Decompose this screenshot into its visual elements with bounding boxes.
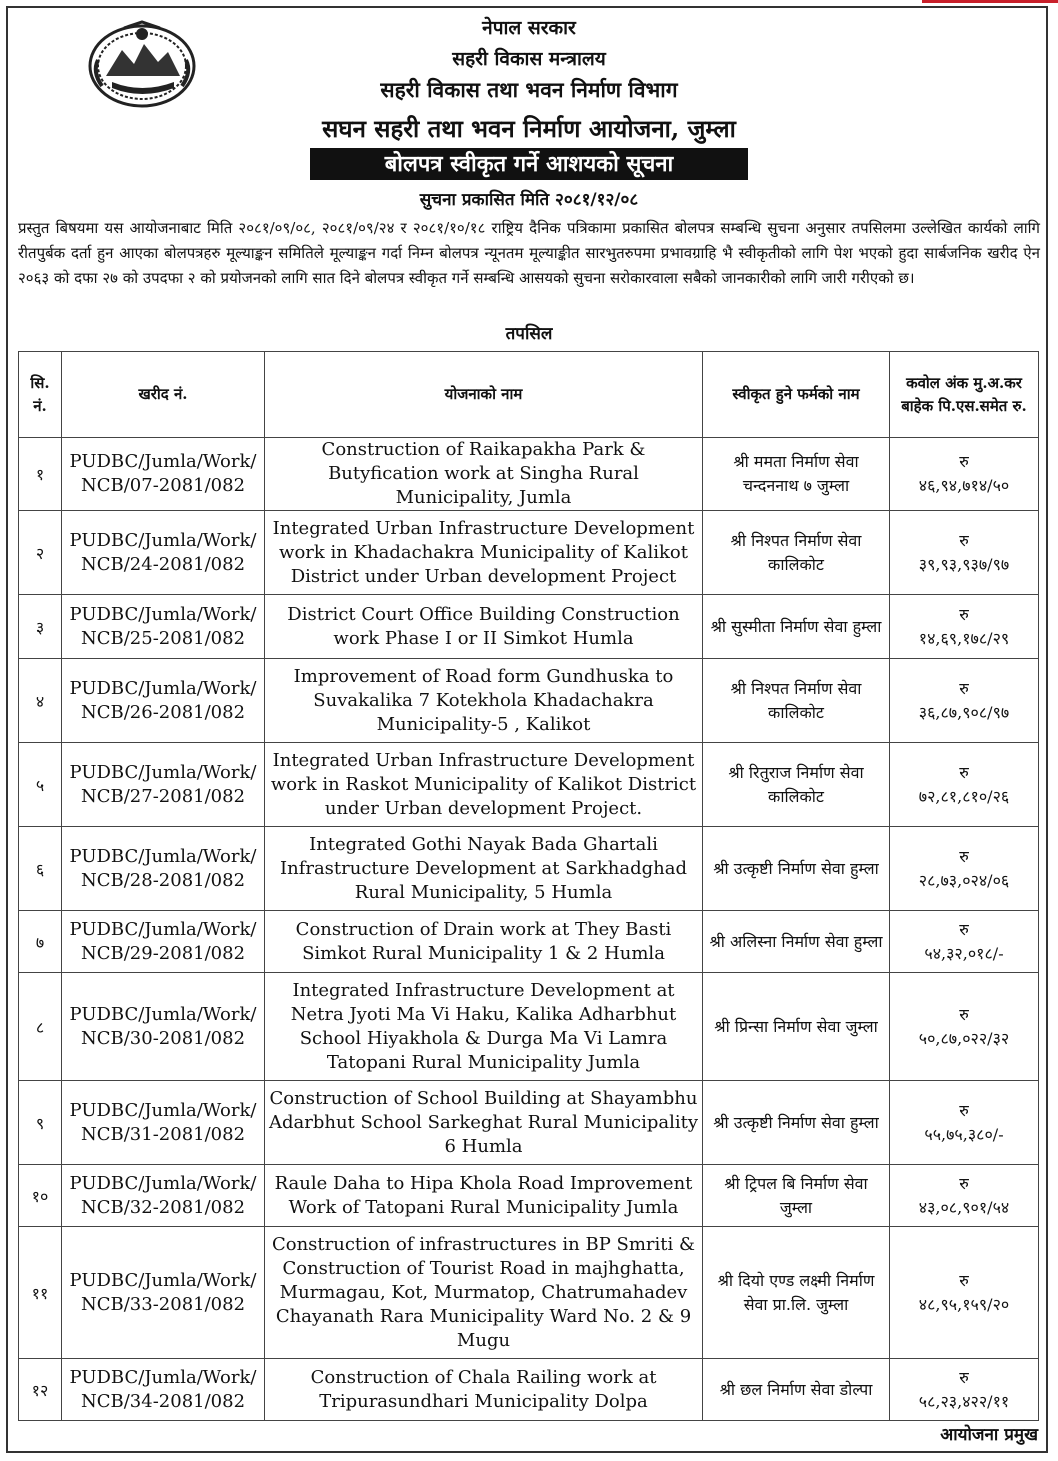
row-sn: १० (19, 1165, 62, 1227)
row-firm: श्री दियो एण्ड लक्ष्मी निर्माण सेवा प्रा.लि. जुम्ला (703, 1227, 890, 1359)
row-package: PUDBC/Jumla/Work/ NCB/33-2081/082 (62, 1227, 265, 1359)
row-project: District Court Office Building Construction work Phase I or II Simkot Humla (265, 595, 703, 659)
row-amount (890, 1359, 1039, 1421)
publish-date: सुचना प्रकासित मिति २०८१/१२/०८ (419, 190, 639, 210)
amount-value: ५८,२३,४२२/११ (918, 1391, 1010, 1411)
table-row (19, 511, 1039, 595)
row-project: Integrated Urban Infrastructure Development work in Raskot Municipality of Kalikot District under Urban development Project. (265, 743, 703, 827)
row-project: Construction of infrastructures in BP Smriti & Construction of Tourist Road in majhghatta, Murmagau, Kot, Murmatop, Chatrumahadev Chayanath Rara Municipality Ward No. 2 & 9 Mugu (265, 1227, 703, 1359)
row-sn: ११ (19, 1227, 62, 1359)
row-firm: श्री उत्कृष्टी निर्माण सेवा हुम्ला (703, 1081, 890, 1165)
row-package: PUDBC/Jumla/Work/ NCB/29-2081/082 (62, 911, 265, 973)
govt-name: नेपाल सरकार (482, 17, 576, 39)
row-firm: श्री ट्रिपल बि निर्माण सेवा जुम्ला (703, 1165, 890, 1227)
table-row (19, 911, 1039, 973)
row-package: PUDBC/Jumla/Work/ NCB/26-2081/082 (62, 659, 265, 743)
amount-value: ३९,९३,९३७/९७ (918, 554, 1010, 574)
amount-value: ३६,८७,९०८/९७ (918, 702, 1010, 722)
project-name: सघन सहरी तथा भवन निर्माण आयोजना, जुम्ला (322, 114, 736, 143)
row-project: Raule Daha to Hipa Khola Road Improvement Work of Tatopani Rural Municipality Jumla (265, 1165, 703, 1227)
col-header-amount: कवोल अंक मु.अ.कर बाहेक पि.एस.समेत रु. (890, 352, 1039, 438)
row-amount (890, 827, 1039, 911)
row-package: PUDBC/Jumla/Work/ NCB/30-2081/082 (62, 973, 265, 1081)
row-package: PUDBC/Jumla/Work/ NCB/31-2081/082 (62, 1081, 265, 1165)
row-firm: श्री निश्पत निर्माण सेवा कालिकोट (703, 511, 890, 595)
row-sn: ४ (19, 659, 62, 743)
table-row (19, 595, 1039, 659)
intro-paragraph: प्रस्तुत बिषयमा यस आयोजनाबाट मिति २०८१/०९/०८, २०८१/०९/२४ र २०८१/१०/१८ राष्ट्रिय दैनिक पत्रिकामा प्रकासित बोलपत्र सम्बन्धि सुचना अनुसार तपसिलमा उल्लेखित कार्यको लागि रीतपुर्बक दर्ता हुन आएका बोलपत्रहरु मूल्याङ्कन समितिले मूल्याङ्कन गर्दा निम्न बोलपत्र न्यूनतम मूल्याङ्कीत सारभुतरुपमा प्रभावग्राहि भै स्वीकृतीको लागि पेश भएको हुदा सार्बजनिक खरीद ऐन २०६३ को दफा २७ को उपदफा २ को प्रयोजनको लागि सात दिने बोलपत्र स्वीकृत गर्ने सम्बन्धि आसयको सुचना सरोकारवाला सबैको जानकारीको लागि जारी गरीएको छ। (18, 219, 1040, 287)
amount-value: ५५,७५,३८०/- (924, 1124, 1004, 1144)
currency-label: रु (959, 846, 969, 866)
row-sn: ८ (19, 973, 62, 1081)
col-header-sn: सि. नं. (19, 352, 62, 438)
row-amount (890, 659, 1039, 743)
table-row (19, 1081, 1039, 1165)
currency-label: रु (959, 530, 969, 550)
row-amount (890, 1081, 1039, 1165)
row-project: Improvement of Road form Gundhuska to Suvakalika 7 Kotekhola Khadachakra Municipality-5 , Kalikot (265, 659, 703, 743)
row-firm: श्री प्रिन्सा निर्माण सेवा जुम्ला (703, 973, 890, 1081)
top-red-mark (922, 0, 1058, 3)
table-row (19, 438, 1039, 511)
row-sn: ६ (19, 827, 62, 911)
amount-value: १४,६९,१७८/२९ (918, 628, 1010, 648)
currency-label: रु (959, 1004, 969, 1024)
table-row (19, 659, 1039, 743)
row-firm: श्री उत्कृष्टी निर्माण सेवा हुम्ला (703, 827, 890, 911)
table-row (19, 1165, 1039, 1227)
row-firm: श्री निश्पत निर्माण सेवा कालिकोट (703, 659, 890, 743)
row-sn: १ (19, 438, 62, 511)
row-sn: ७ (19, 911, 62, 973)
currency-label: रु (959, 678, 969, 698)
table-row (19, 1359, 1039, 1421)
table-row (19, 973, 1039, 1081)
row-sn: ९ (19, 1081, 62, 1165)
row-project: Construction of Chala Railing work at Tripurasundhari Municipality Dolpa (265, 1359, 703, 1421)
currency-label: रु (959, 919, 969, 939)
row-package: PUDBC/Jumla/Work/ NCB/34-2081/082 (62, 1359, 265, 1421)
currency-label: रु (959, 762, 969, 782)
row-package: PUDBC/Jumla/Work/ NCB/32-2081/082 (62, 1165, 265, 1227)
amount-value: २८,७३,०२४/०६ (918, 870, 1010, 890)
notice-title-banner: बोलपत्र स्वीकृत गर्ने आशयको सूचना (310, 148, 748, 180)
row-amount (890, 438, 1039, 511)
row-amount (890, 595, 1039, 659)
row-firm: श्री ममता निर्माण सेवा चन्दननाथ ७ जुम्ला (703, 438, 890, 511)
currency-label: रु (959, 452, 969, 471)
currency-label: रु (959, 1270, 969, 1290)
row-amount (890, 973, 1039, 1081)
project-chief-signature-label: आयोजना प्रमुख (940, 1425, 1038, 1445)
amount-value: ४३,०८,९०१/५४ (918, 1197, 1010, 1217)
table-row (19, 1227, 1039, 1359)
row-project: Integrated Urban Infrastructure Development work in Khadachakra Municipality of Kalikot District under Urban development Project (265, 511, 703, 595)
amount-value: ५०,८७,०२२/३२ (918, 1028, 1010, 1048)
row-package: PUDBC/Jumla/Work/ NCB/07-2081/082 (62, 438, 265, 511)
ministry-name: सहरी विकास मन्त्रालय (452, 48, 606, 70)
currency-label: रु (959, 1173, 969, 1193)
amount-value: ४८,९५,१५९/२० (918, 1294, 1010, 1314)
row-amount (890, 511, 1039, 595)
amount-value: ५४,३२,०१८/- (924, 943, 1004, 963)
row-firm: श्री अलिस्ना निर्माण सेवा हुम्ला (703, 911, 890, 973)
amount-value: ७२,८१,८१०/२६ (918, 786, 1010, 806)
row-firm: श्री रितुराज निर्माण सेवा कालिकोट (703, 743, 890, 827)
row-project: Integrated Infrastructure Development at Netra Jyoti Ma Vi Haku, Kalika Adharbhut School Hiyakhola & Durga Ma Vi Lamra Tatopani Rural Municipality Jumla (265, 973, 703, 1081)
row-firm: श्री छल निर्माण सेवा डोल्पा (703, 1359, 890, 1421)
table-row (19, 827, 1039, 911)
row-project: Construction of Drain work at They Basti Simkot Rural Municipality 1 & 2 Humla (265, 911, 703, 973)
table-row (19, 743, 1039, 827)
currency-label: रु (959, 604, 969, 624)
row-amount (890, 743, 1039, 827)
row-project: Integrated Gothi Nayak Bada Ghartali Infrastructure Development at Sarkhadghad Rural Municipality, 5 Humla (265, 827, 703, 911)
row-package: PUDBC/Jumla/Work/ NCB/24-2081/082 (62, 511, 265, 595)
amount-value: ४६,९४,७१४/५० (918, 476, 1010, 495)
row-amount (890, 1227, 1039, 1359)
row-amount (890, 1165, 1039, 1227)
row-package: PUDBC/Jumla/Work/ NCB/28-2081/082 (62, 827, 265, 911)
row-amount (890, 911, 1039, 973)
col-header-package: खरीद नं. (62, 352, 265, 438)
row-project: Construction of Raikapakha Park & Butyfication work at Singha Rural Municipality, Jumla (265, 438, 703, 511)
col-header-firm: स्वीकृत हुने फर्मको नाम (703, 352, 890, 438)
department-name: सहरी विकास तथा भवन निर्माण विभाग (380, 77, 678, 102)
awarded-bids-table (18, 351, 1039, 1421)
currency-label: रु (959, 1367, 969, 1387)
row-project: Construction of School Building at Shayambhu Adarbhut School Sarkeghat Rural Municipality 6 Humla (265, 1081, 703, 1165)
schedule-label: तपसिल (505, 324, 553, 344)
currency-label: रु (959, 1100, 969, 1120)
row-firm: श्री सुस्मीता निर्माण सेवा हुम्ला (703, 595, 890, 659)
row-package: PUDBC/Jumla/Work/ NCB/27-2081/082 (62, 743, 265, 827)
row-sn: २ (19, 511, 62, 595)
row-sn: १२ (19, 1359, 62, 1421)
row-sn: ३ (19, 595, 62, 659)
row-sn: ५ (19, 743, 62, 827)
row-package: PUDBC/Jumla/Work/ NCB/25-2081/082 (62, 595, 265, 659)
col-header-project: योजनाको नाम (265, 352, 703, 438)
table-header-row (19, 352, 1039, 438)
